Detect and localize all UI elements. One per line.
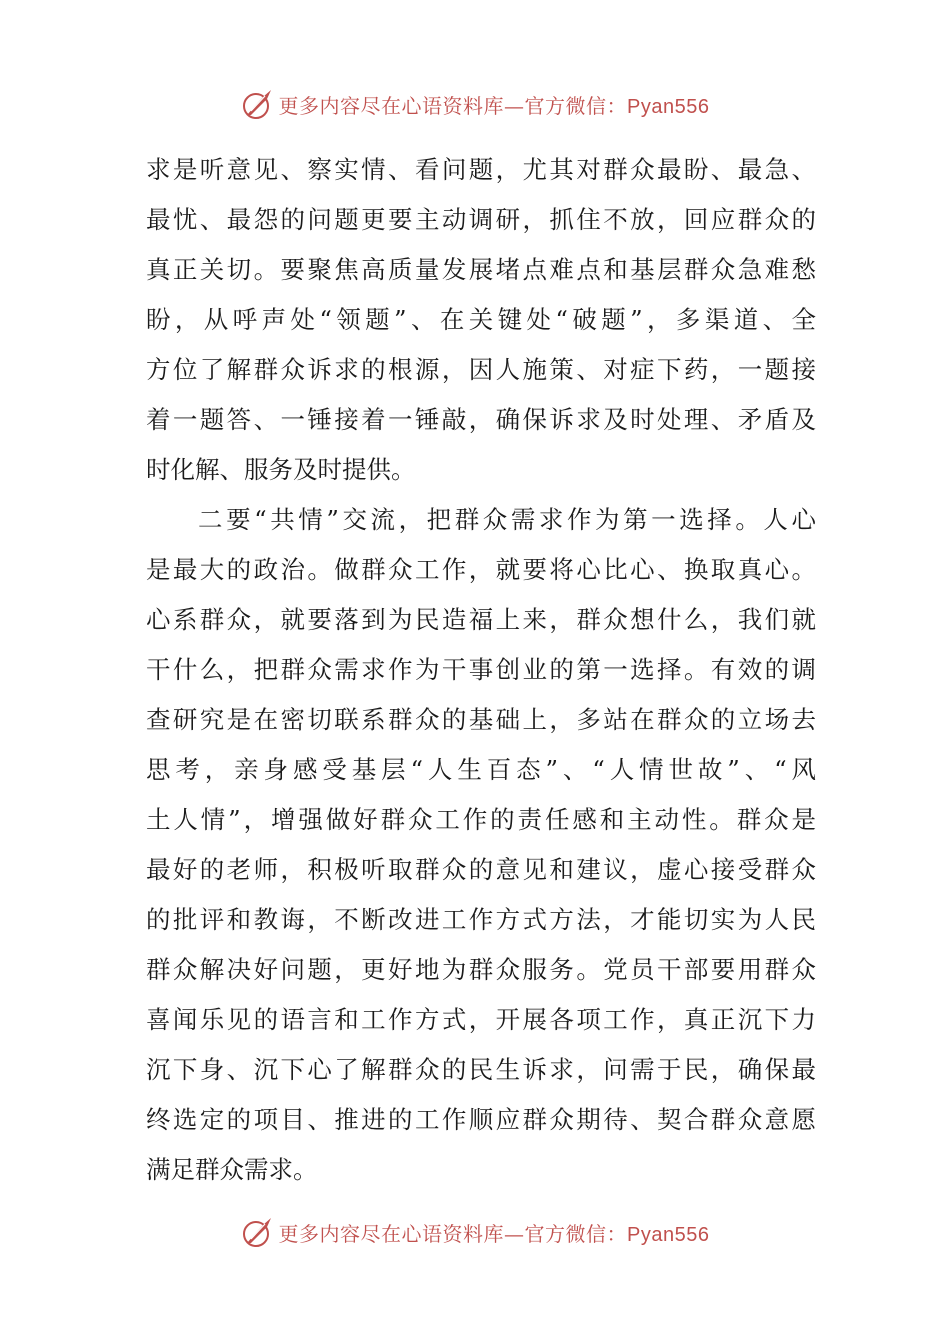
paragraph-1: [146, 145, 816, 495]
text-line: 查研究是在密切联系群众的基础上，多站在群众的立场去: [146, 705, 816, 734]
text-line: 时化解、服务及时提供。: [146, 455, 416, 484]
banner-cn-text: 更多内容尽在心语资料库—官方微信：: [278, 93, 628, 118]
text-line: 群众解决好问题，更好地为群众服务。党员干部要用群众: [146, 955, 816, 984]
text-line: 是最大的政治。做群众工作，就要将心比心、换取真心。: [146, 555, 816, 584]
text-line: 方位了解群众诉求的根源，因人施策、对症下药，一题接: [146, 355, 816, 384]
text-line: 求是听意见、察实情、看问题，尤其对群众最盼、最急、: [146, 155, 816, 184]
quill-logo-icon: [241, 87, 275, 121]
text-line: 终选定的项目、推进的工作顺应群众期待、契合群众意愿: [146, 1105, 816, 1134]
paragraph-2: [146, 495, 816, 1195]
text-line: 满足群众需求。: [146, 1155, 318, 1184]
text-line: 喜闻乐见的语言和工作方式，开展各项工作，真正沉下力: [146, 1005, 816, 1034]
text-line: 盼，从呼声处“领题”、在关键处“破题”，多渠道、全: [146, 305, 816, 334]
quill-logo-icon: [241, 1215, 275, 1249]
banner-text: [279, 90, 710, 119]
text-line: 的批评和教诲，不断改进工作方式方法，才能切实为人民: [146, 905, 816, 934]
text-line: 土人情”，增强做好群众工作的责任感和主动性。群众是: [146, 805, 816, 834]
text-line: 沉下身、沉下心了解群众的民生诉求，问需于民，确保最: [146, 1055, 816, 1084]
text-line: 最好的老师，积极听取群众的意见和建议，虚心接受群众: [146, 855, 816, 884]
text-line: 心系群众，就要落到为民造福上来，群众想什么，我们就: [146, 605, 816, 634]
header-banner: [0, 84, 950, 124]
text-line: 思考，亲身感受基层“人生百态”、“人情世故”、“风: [146, 755, 816, 784]
text-line: 干什么，把群众需求作为干事创业的第一选择。有效的调: [146, 655, 816, 684]
banner-cn-text: 更多内容尽在心语资料库—官方微信：: [278, 1221, 628, 1246]
text-line: 真正关切。要聚焦高质量发展堵点难点和基层群众急难愁: [146, 255, 816, 284]
document-body: [146, 145, 816, 1195]
wechat-id: Pyan556: [627, 1223, 710, 1246]
text-line: 二要“共情”交流，把群众需求作为第一选择。人心: [198, 505, 816, 534]
text-line: 着一题答、一锤接着一锤敲，确保诉求及时处理、矛盾及: [146, 405, 816, 434]
banner-text: [279, 1218, 710, 1247]
text-line: 最忧、最怨的问题更要主动调研，抓住不放，回应群众的: [146, 205, 816, 234]
footer-banner: [0, 1212, 950, 1252]
wechat-id: Pyan556: [627, 95, 710, 118]
